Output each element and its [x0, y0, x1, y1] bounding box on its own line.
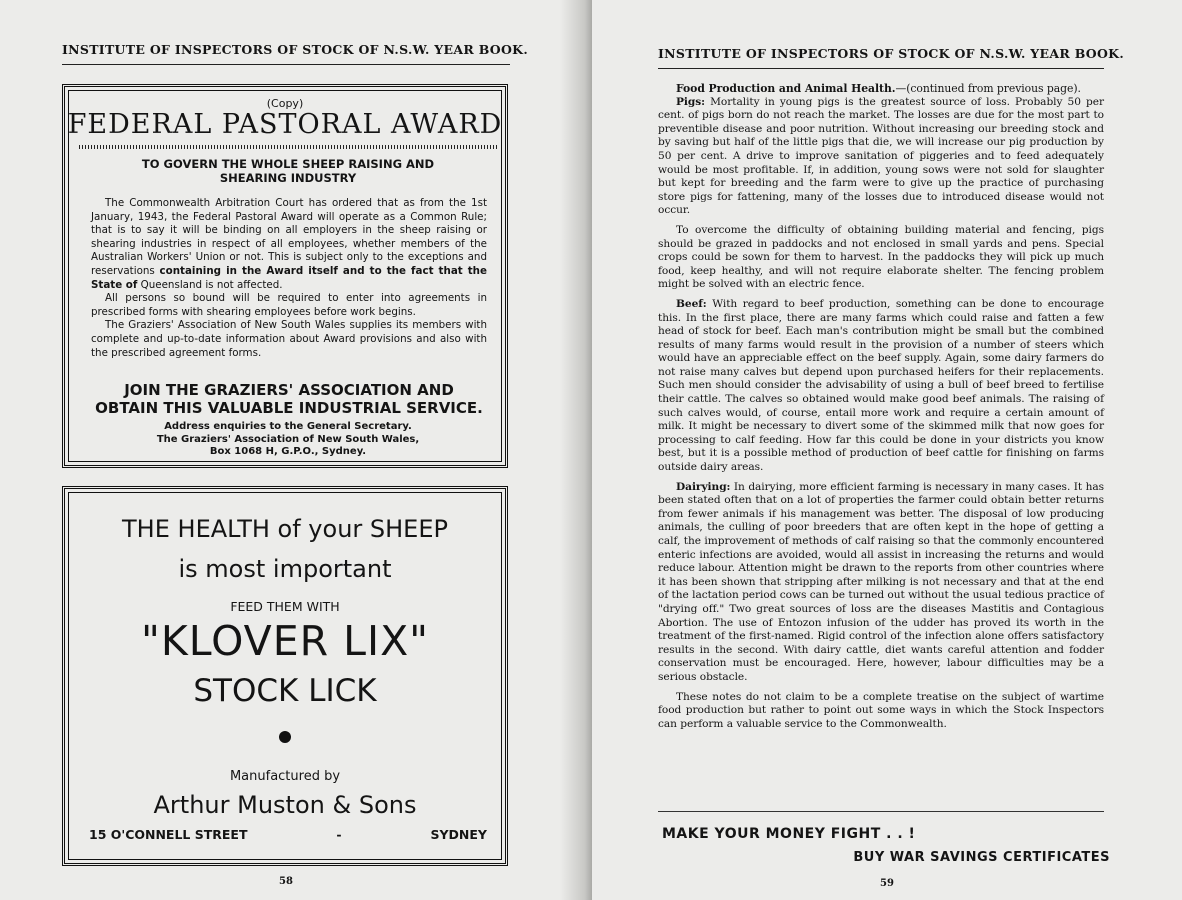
award-paragraph — [91, 197, 487, 292]
article-heading — [658, 82, 1104, 96]
closing-paragraph: These notes do not claim to be a complete treatise on the subject of wartime food production but rather to point out some ways in which the Stock Inspectors can perform a valuable service to the Commonwealth. — [658, 690, 1104, 730]
paragraph-label: Pigs: — [676, 95, 706, 108]
bullet-dot — [279, 731, 291, 743]
article-title: Food Production and Animal Health. — [676, 82, 896, 95]
paragraph-text: With regard to beef production, something can be done to encourage this. In the first place, there are many farms which could raise and fatten a few head of stock for beef. Each man's contribution might be small but the combined results of many farms would result in the provision of a number of steers which would have an appreciable effect on the beef supply. Again, some dairy farmers do not raise many calves but depend upon purchased heifers for their replacements. Such men should consider the advisability of using a bull of beef breed to fertilise their cattle. The calves so obtained would make good beef animals. The raising of such calves would, of course, entail more work and require a certain amount of milk. It might be necessary to divert some of the skimmed milk that now goes for processing to calf feeding. How far this could be done in your districts you know best, but it is a possible method of production of beef cattle for finishing on farms outside dairy areas. — [658, 297, 1104, 474]
header-rule — [658, 68, 1104, 69]
product-name: "KLOVER LIX" — [140, 617, 430, 665]
war-slogan: MAKE YOUR MONEY FIGHT . . ! — [662, 826, 916, 842]
pigs-paragraph — [658, 96, 1104, 218]
paragraph-label: Dairying: — [676, 480, 731, 493]
manufactured-by: Manufactured by — [229, 769, 341, 784]
klover-lix-advert — [62, 486, 508, 866]
award-notice-box — [62, 84, 508, 468]
copy-label: (Copy) — [266, 97, 304, 110]
company-address — [89, 827, 487, 842]
address-line: The Graziers' Association of New South Wales, — [156, 433, 420, 445]
join-headline — [89, 381, 489, 417]
address-dash: - — [336, 827, 342, 842]
address-line: Box 1068 H, G.P.O., Sydney. — [209, 446, 367, 457]
running-head: INSTITUTE OF INSPECTORS OF STOCK OF N.S.W. YEAR BOOK. — [658, 46, 1124, 61]
award-text: Queensland is not affected. — [140, 278, 283, 291]
beef-paragraph — [658, 298, 1104, 475]
paragraph-label: Beef: — [676, 297, 707, 310]
street-address: 15 O'CONNELL STREET — [89, 827, 248, 842]
header-rule — [62, 64, 510, 65]
footer-rule — [658, 811, 1104, 812]
award-paragraph: All persons so bound will be required to enter into agreements in prescribed forms with shearing employees before work begins. — [91, 292, 487, 318]
award-body — [91, 197, 487, 360]
fencing-paragraph: To overcome the difficulty of obtaining building material and fencing, pigs should be grazed in paddocks and not enclosed in small yards and pens. Special crops could be sown for them to harvest. In the paddocks they will pick up much food, keep healthy, and will not require elaborate shelter. The fencing problem might be solved with an electric fence. — [658, 223, 1104, 291]
left-page — [0, 0, 585, 900]
award-text: The Commonwealth Arbitration Court has ordered that as from the 1st January, 1943, the Federal Pastoral Award will operate as a Common Rule; that is to say it will be binding on all employers in the sheep raising or shearing industries in respect of all employees, whether members of the Australian Workers' Union or not. This is subject only to the exceptions and reservations — [91, 197, 487, 277]
award-bold-text: containing in the Award itself and to the fact that the State of — [91, 264, 487, 291]
paragraph-text: In dairying, more efficient farming is necessary in many cases. It has been stated often that on a lot of properties the farmer could obtain better returns from fewer animals if his management was better. The disposal of low producing animals, the culling of poor breeders that are often kept in the hope of getting a calf, the improvement of methods of calf raising so that the commonly encountered enteric infections are avoided, would all assist in increasing the returns and would reduce labour. Attention might be drawn to the reports from other countries where it has been shown that stripping after milking is not necessary and that at the end of the lactation period cows can be turned out without the usual tedious practice of "drying off." Two great sources of loss are the diseases Mastitis and Contagious Abortion. The use of Entozon infusion of the udder has proved its worth in the treatment of the first-named. Rigid control of the infection alone offers satisfactory results in the second. With dairy cattle, diet wants careful attention and fodder conservation must be encouraged. Here, however, labour difficulties may be a serious obstacle. — [658, 480, 1104, 683]
address-block — [105, 421, 471, 459]
dairying-paragraph — [658, 481, 1104, 685]
article-body — [658, 82, 1104, 737]
award-subtitle-line: TO GOVERN THE WHOLE SHEEP RAISING AND — [141, 157, 435, 171]
join-line: OBTAIN THIS VALUABLE INDUSTRIAL SERVICE. — [95, 399, 483, 417]
company-name: Arthur Muston & Sons — [153, 791, 417, 819]
join-line: JOIN THE GRAZIERS' ASSOCIATION AND — [124, 381, 454, 399]
ad-feed-line: FEED THEM WITH — [230, 599, 340, 614]
award-title: FEDERAL PASTORAL AWARD — [67, 109, 503, 140]
running-head: INSTITUTE OF INSPECTORS OF STOCK OF N.S.W. YEAR BOOK. — [62, 42, 528, 57]
page-number: 59 — [880, 878, 894, 889]
war-savings-slogan: BUY WAR SAVINGS CERTIFICATES — [853, 850, 1110, 865]
city: SYDNEY — [430, 827, 487, 842]
ad-headline: THE HEALTH of your SHEEP — [122, 515, 448, 543]
ad-subheadline: is most important — [178, 555, 392, 583]
award-subtitle-line: SHEARING INDUSTRY — [219, 171, 357, 185]
product-subtitle: STOCK LICK — [193, 673, 377, 709]
right-page — [592, 0, 1182, 900]
bullet-ornament — [65, 725, 505, 749]
hatched-divider — [79, 145, 497, 149]
award-subtitle — [105, 157, 471, 185]
award-paragraph: The Graziers' Association of New South Wales supplies its members with complete and up-to-date information about Award provisions and also with the prescribed agreement forms. — [91, 319, 487, 359]
paragraph-text: Mortality in young pigs is the greatest source of loss. Probably 50 per cent. of pigs born do not reach the market. The losses are due for the most part to preventible disease and poor nutrition. Without increasing our breeding stock and by saving but half of the little pigs that die, we will increase our pig production by 50 per cent. A drive to improve sanitation of piggeries and to feed adequately would be most profitable. If, in addition, young sows were not sold for slaughter but kept for breeding and the farm were to give up the practice of purchasing store pigs for fattening, many of the losses due to introduced disease would not occur. — [658, 95, 1104, 217]
address-line: Address enquiries to the General Secretary. — [164, 421, 412, 432]
page-number: 58 — [279, 876, 293, 887]
article-continued: —(continued from previous page). — [895, 82, 1081, 95]
